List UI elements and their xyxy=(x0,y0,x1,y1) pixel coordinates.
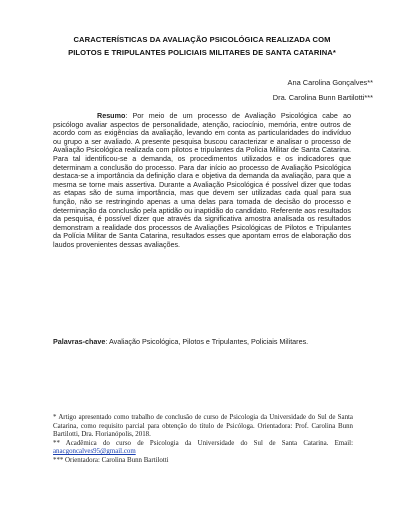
footnote-1: * Artigo apresentado como trabalho de conclusão de curso de Psicologia da Universidade do Sul de Santa Catarina, como requisito parcial para obtenção do título de Psicóloga. Orientadora: Prof. Carolina Bunn Bartilotti, Dra. Florianópolis, 2018. xyxy=(53,414,353,439)
footnote-2-text: ** Acadêmica do curso de Psicologia da Universidade do Sul de Santa Catarina. Email: xyxy=(53,439,353,447)
author-primary: Ana Carolina Gonçalves** xyxy=(287,78,373,87)
keywords-label: Palavras-chave xyxy=(53,337,106,346)
title-line-1: CARACTERÍSTICAS DA AVALIAÇÃO PSICOLÓGICA REALIZADA COM xyxy=(73,35,331,44)
keywords-text: : Avaliação Psicológica, Pilotos e Tripulantes, Policiais Militares. xyxy=(105,337,309,346)
footnote-2 xyxy=(53,440,353,457)
abstract-label: Resumo xyxy=(97,111,126,120)
paper-title xyxy=(30,33,374,59)
keywords xyxy=(53,334,351,350)
footnotes xyxy=(53,414,353,466)
author-advisor: Dra. Carolina Bunn Bartilotti*** xyxy=(272,93,373,102)
abstract-text: : Por meio de um processo de Avaliação Psicológica cabe ao psicólogo avaliar aspectos de personalidade, atenção, raciocínio, memória, entre outros de acordo com as exigências da avaliação, levando em conta as particularidades do indivíduo ou grupo a ser avaliado. A presente pesquisa buscou caracterizar e analisar o processo de Avaliação Psicológica realizada com pilotos e tripulantes da Polícia Militar de Santa Catarina. Para tal identificou-se a demanda, os procedimentos utilizados e os indicadores que determinam a conclusão do processo. Para dar início ao processo de Avaliação Psicológica destaca-se a importância da definição clara e objetiva da demanda da avaliação, para que a mesma se torne mais assertiva. Durante a Avaliação Psicológica é possível dizer que todas as etapas são de suma importância, mas que devem ser utilizadas cada qual para sua função, não se restringindo apenas a uma delas para tomada de decisão do processo e determinação da conclusão pela aptidão ou inaptidão do candidato. Referente aos resultados da pesquisa, é possível dizer que através da significativa amostra analisada os resultados demonstram a realidade dos processos de Avaliações Psicológicas de Pilotos e Tripulantes da Polícia Militar de Santa Catarina, resultados esses que apontam erros de elaboração dos laudos provenientes dessas avaliações. xyxy=(53,111,351,249)
footnote-3: *** Orientadora: Carolina Bunn Bartilotti xyxy=(53,456,169,464)
title-line-2: PILOTOS E TRIPULANTES POLICIAIS MILITARES DE SANTA CATARINA* xyxy=(68,48,336,57)
author-email-link[interactable]: anacgoncalves95@gmail.com xyxy=(53,448,136,456)
abstract xyxy=(53,112,351,250)
